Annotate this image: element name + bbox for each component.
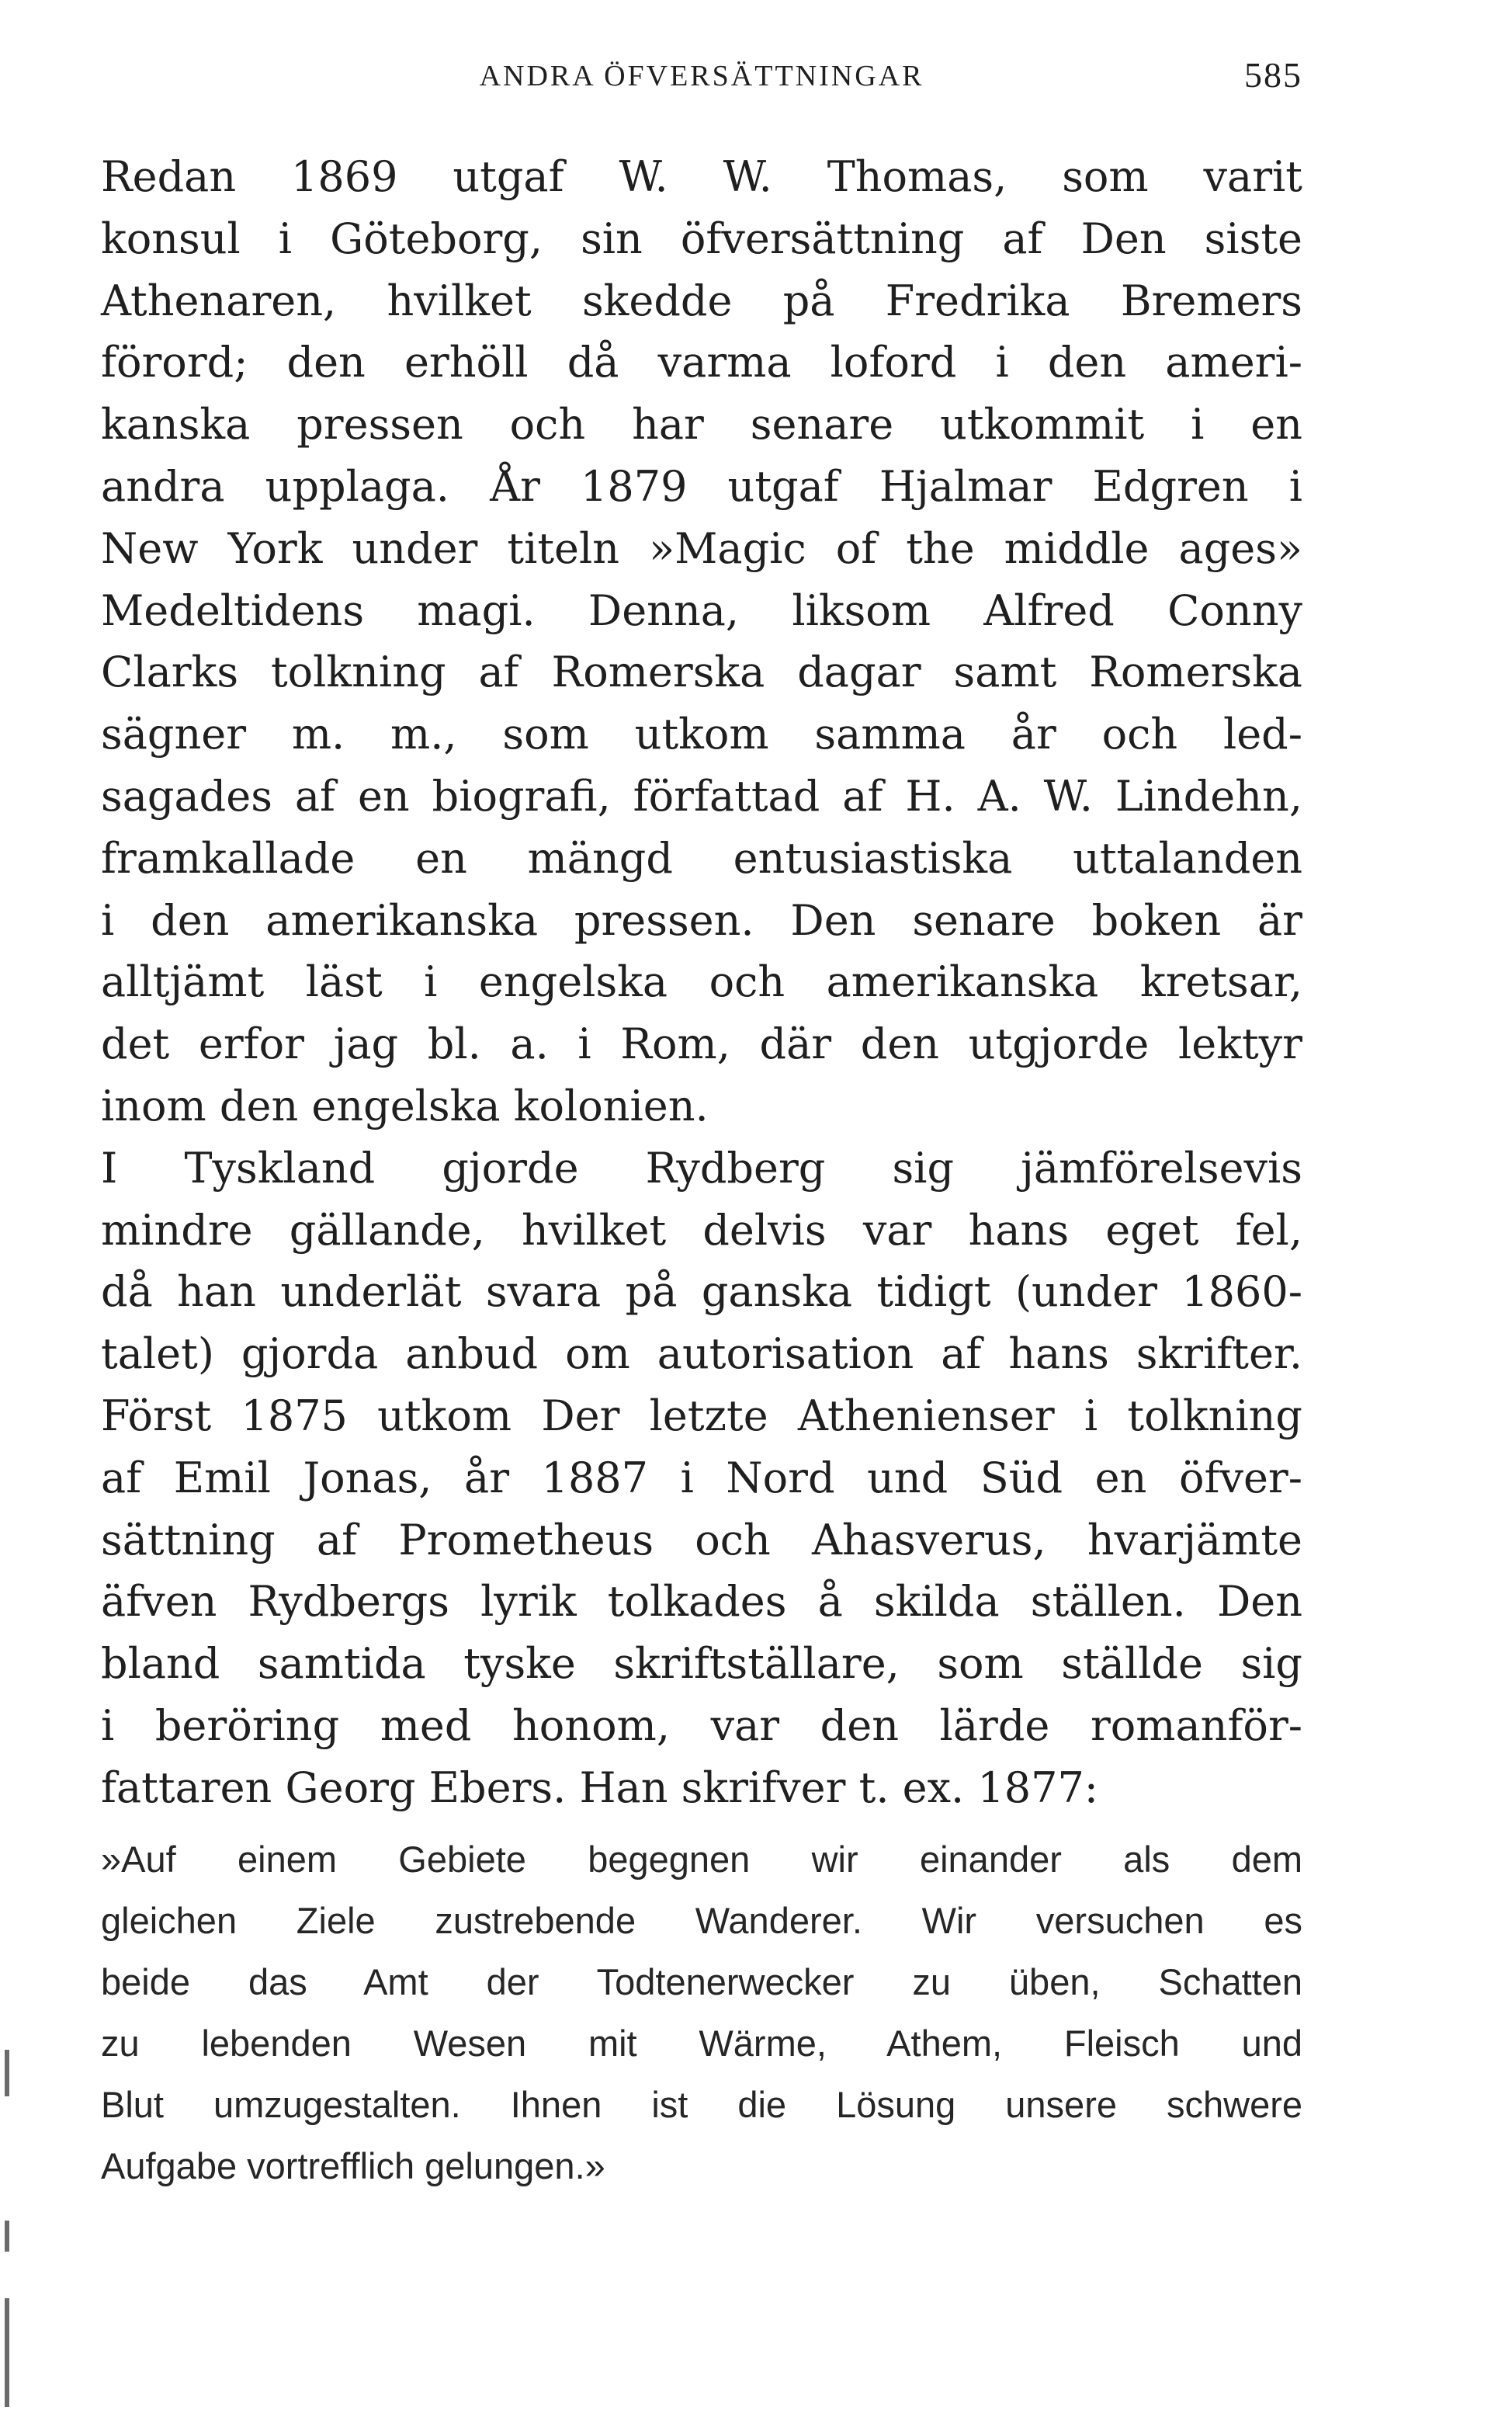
text-line: talet) gjorda anbud om autorisation af hans skrifter. — [101, 1329, 1302, 1379]
running-head — [101, 54, 1302, 101]
text-line: i beröring med honom, var den lärde romanför- — [101, 1700, 1302, 1750]
text-line: kanska pressen och har senare utkommit i en — [101, 400, 1302, 450]
quote-line: beide das Amt der Todtenerwecker zu üben, Schatten — [101, 1961, 1302, 2002]
text-line: äfven Rydbergs lyrik tolkades å skilda ställen. Den — [101, 1577, 1302, 1627]
body-text — [101, 146, 1302, 1819]
quote-line: Aufgabe vortrefflich gelungen.» — [101, 2145, 605, 2186]
page-number: 585 — [1244, 55, 1302, 95]
page-edge-mark — [5, 2298, 9, 2407]
running-title: ANDRA ÖFVERSÄTTNINGAR — [479, 60, 924, 92]
text-line: fattaren Georg Ebers. Han skrifver t. ex. 1877: — [101, 1762, 1099, 1812]
text-line: konsul i Göteborg, sin öfversättning af Den siste — [101, 214, 1302, 263]
text-line: mindre gällande, hvilket delvis var hans eget fel, — [101, 1205, 1302, 1255]
text-line: af Emil Jonas, år 1887 i Nord und Süd en öfver- — [101, 1453, 1302, 1502]
quote-line: Blut umzugestalten. Ihnen ist die Lösung unsere schwere — [101, 2084, 1302, 2125]
quote-line: zu lebenden Wesen mit Wärme, Athem, Fleisch und — [101, 2023, 1302, 2064]
page-edge-mark — [5, 2050, 9, 2096]
text-line: förord; den erhöll då varma loford i den ameri- — [101, 338, 1302, 387]
text-line: I Tyskland gjorde Rydberg sig jämförelsevis — [101, 1143, 1302, 1193]
text-line: det erfor jag bl. a. i Rom, där den utgjorde lektyr — [101, 1019, 1302, 1069]
text-line: Clarks tolkning af Romerska dagar samt Romerska — [101, 648, 1302, 697]
page-edge-mark — [5, 2221, 9, 2252]
text-line: New York under titeln »Magic of the middle ages» — [101, 523, 1302, 573]
text-line: bland samtida tyske skriftställare, som ställde sig — [101, 1639, 1302, 1689]
text-line: Redan 1869 utgaf W. W. Thomas, som varit — [101, 152, 1302, 201]
text-line: Athenaren, hvilket skedde på Fredrika Bremers — [101, 276, 1302, 325]
block-quote — [101, 1828, 1302, 2196]
quote-line: gleichen Ziele zustrebende Wanderer. Wir versuchen es — [101, 1900, 1302, 1941]
text-line: då han underlät svara på ganska tidigt (under 1860- — [101, 1267, 1302, 1317]
text-line: Först 1875 utkom Der letzte Athenienser i tolkning — [101, 1391, 1302, 1440]
quote-line: »Auf einem Gebiete begegnen wir einander als dem — [101, 1839, 1302, 1880]
text-line: alltjämt läst i engelska och amerikanska kretsar, — [101, 957, 1302, 1007]
text-line: sagades af en biografi, författad af H. A. W. Lindehn, — [101, 771, 1302, 821]
text-line: inom den engelska kolonien. — [101, 1081, 709, 1130]
text-line: sättning af Prometheus och Ahasverus, hvarjämte — [101, 1515, 1302, 1564]
text-line: andra upplaga. År 1879 utgaf Hjalmar Edgren i — [101, 461, 1302, 511]
text-line: framkallade en mängd entusiastiska uttalanden — [101, 833, 1302, 883]
text-line: Medeltidens magi. Denna, liksom Alfred Conny — [101, 585, 1302, 635]
text-line: sägner m. m., som utkom samma år och led- — [101, 710, 1302, 759]
text-line: i den amerikanska pressen. Den senare boken är — [101, 895, 1302, 945]
